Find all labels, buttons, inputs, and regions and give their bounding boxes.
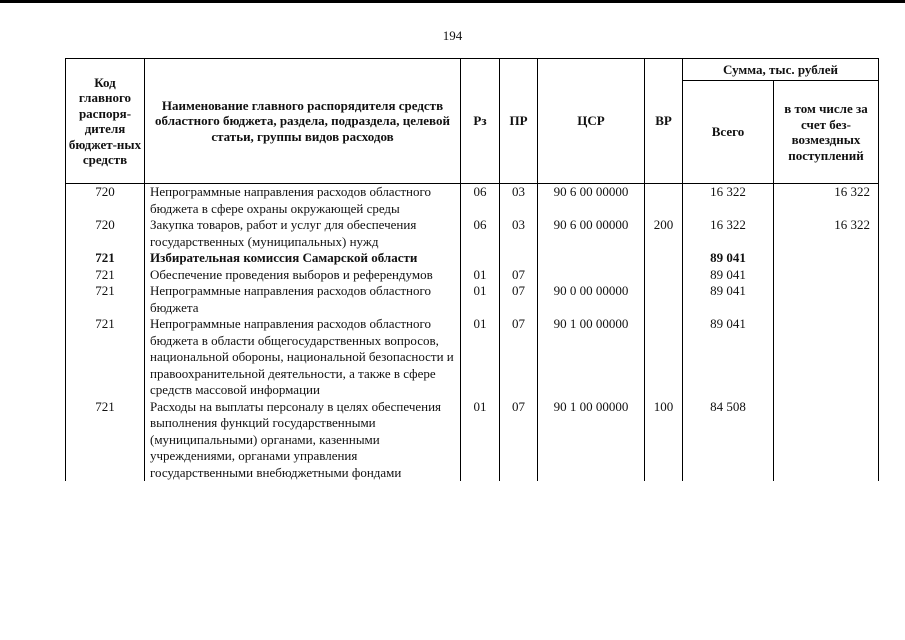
- table-body: [66, 184, 879, 482]
- cell-vr: 200: [645, 217, 683, 250]
- cell-name: Непрограммные направления расходов областного бюджета в области общегосударственных вопросов, национальной обороны, национальной безопасности и правоохранительной деятельности, а также в сфере средств массовой информации: [145, 316, 461, 399]
- cell-rz: [461, 250, 500, 267]
- table-header: [66, 59, 879, 184]
- cell-name: Расходы на выплаты персоналу в целях обеспечения выполнения функций государственными (муниципальными) органами, казенными учреждениями, органами управления государственными внебюджетными фондами: [145, 399, 461, 482]
- cell-total: 89 041: [683, 283, 774, 316]
- cell-vr: [645, 250, 683, 267]
- cell-name: Обеспечение проведения выборов и референдумов: [145, 267, 461, 284]
- header-sum: Сумма, тыс. рублей: [683, 59, 879, 81]
- cell-csr: 90 0 00 00000: [538, 283, 645, 316]
- cell-csr: [538, 267, 645, 284]
- cell-pr: 07: [500, 399, 538, 482]
- cell-csr: 90 1 00 00000: [538, 399, 645, 482]
- cell-free: 16 322: [774, 184, 879, 218]
- cell-code: 721: [66, 283, 145, 316]
- header-total: Всего: [683, 81, 774, 184]
- cell-code: 721: [66, 399, 145, 482]
- header-rz: Рз: [461, 59, 500, 184]
- cell-pr: 07: [500, 267, 538, 284]
- cell-pr: 07: [500, 316, 538, 399]
- cell-vr: [645, 316, 683, 399]
- page-number: 194: [442, 28, 463, 43]
- cell-vr: 100: [645, 399, 683, 482]
- cell-vr: [645, 267, 683, 284]
- cell-free: 16 322: [774, 217, 879, 250]
- header-vr: ВР: [645, 59, 683, 184]
- budget-table: [65, 58, 879, 481]
- cell-rz: 01: [461, 283, 500, 316]
- cell-free: [774, 283, 879, 316]
- cell-free: [774, 316, 879, 399]
- cell-rz: 01: [461, 267, 500, 284]
- cell-csr: [538, 250, 645, 267]
- cell-total: 84 508: [683, 399, 774, 482]
- cell-name: Непрограммные направления расходов областного бюджета: [145, 283, 461, 316]
- cell-code: 721: [66, 316, 145, 399]
- cell-code: 721: [66, 250, 145, 267]
- cell-rz: 01: [461, 316, 500, 399]
- cell-rz: 01: [461, 399, 500, 482]
- cell-code: 720: [66, 184, 145, 218]
- cell-vr: [645, 184, 683, 218]
- header-pr: ПР: [500, 59, 538, 184]
- cell-free: [774, 399, 879, 482]
- cell-pr: 03: [500, 217, 538, 250]
- cell-csr: 90 1 00 00000: [538, 316, 645, 399]
- cell-csr: 90 6 00 00000: [538, 184, 645, 218]
- table-row: [66, 283, 879, 316]
- cell-rz: 06: [461, 184, 500, 218]
- cell-free: [774, 250, 879, 267]
- cell-vr: [645, 283, 683, 316]
- cell-pr: 07: [500, 283, 538, 316]
- cell-total: 89 041: [683, 267, 774, 284]
- table-row: [66, 217, 879, 250]
- table-row: [66, 184, 879, 218]
- cell-name: Избирательная комиссия Самарской области: [145, 250, 461, 267]
- header-csr: ЦСР: [538, 59, 645, 184]
- cell-rz: 06: [461, 217, 500, 250]
- table-row: [66, 399, 879, 482]
- cell-code: 721: [66, 267, 145, 284]
- header-free: в том числе за счет без-возмездных поступлений: [774, 81, 879, 184]
- cell-pr: [500, 250, 538, 267]
- cell-name: Закупка товаров, работ и услуг для обеспечения государственных (муниципальных) нужд: [145, 217, 461, 250]
- cell-pr: 03: [500, 184, 538, 218]
- cell-total: 89 041: [683, 250, 774, 267]
- table-row: [66, 250, 879, 267]
- cell-total: 16 322: [683, 217, 774, 250]
- cell-name: Непрограммные направления расходов областного бюджета в сфере охраны окружающей среды: [145, 184, 461, 218]
- cell-total: 16 322: [683, 184, 774, 218]
- table-row: [66, 267, 879, 284]
- cell-total: 89 041: [683, 316, 774, 399]
- top-rule: [0, 0, 905, 3]
- header-name: Наименование главного распорядителя средств областного бюджета, раздела, подраздела, целевой статьи, группы видов расходов: [145, 59, 461, 184]
- header-code: Код главного распоря-дителя бюджет-ных средств: [66, 59, 145, 184]
- cell-code: 720: [66, 217, 145, 250]
- cell-free: [774, 267, 879, 284]
- cell-csr: 90 6 00 00000: [538, 217, 645, 250]
- table-row: [66, 316, 879, 399]
